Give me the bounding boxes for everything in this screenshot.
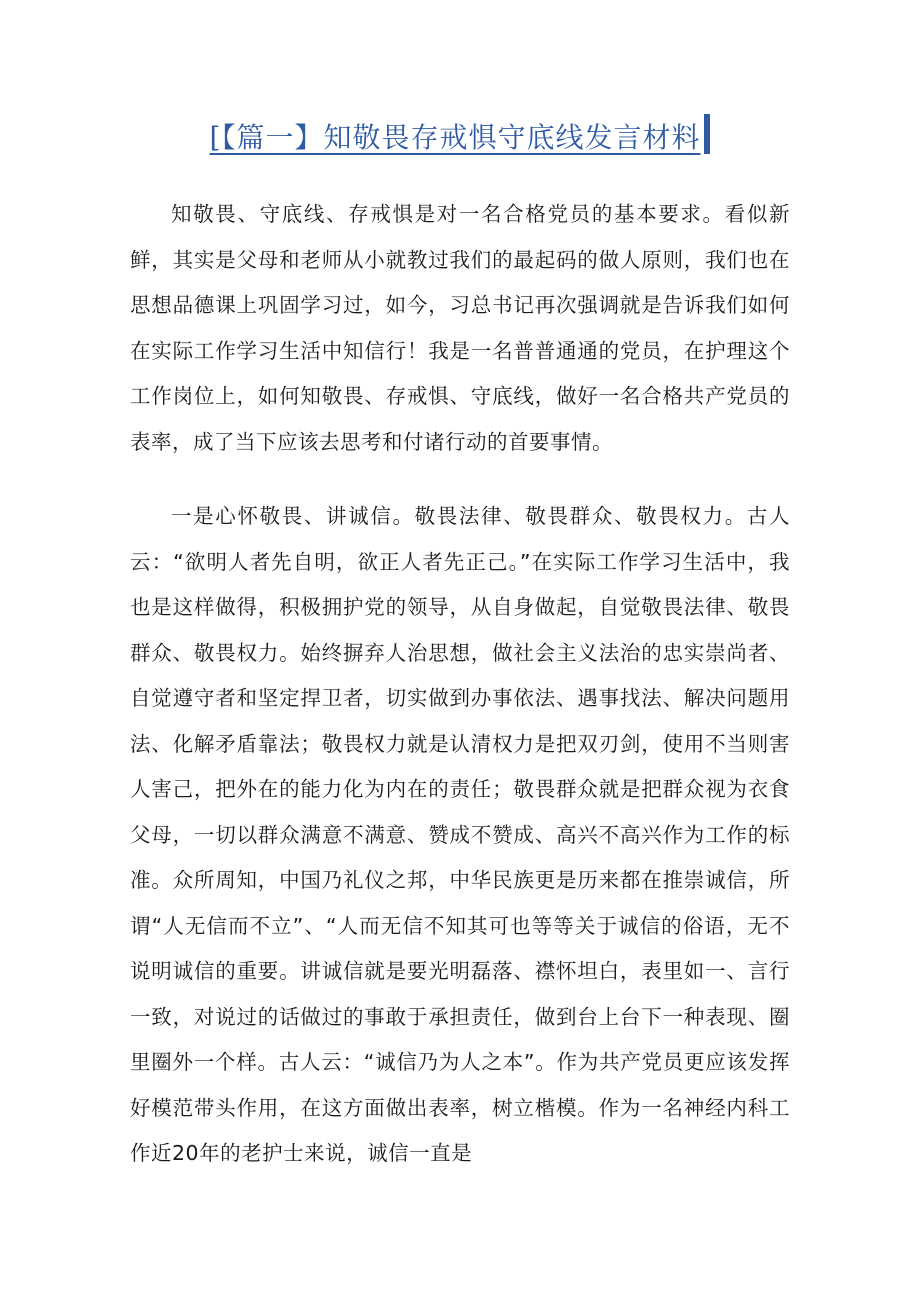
paragraph-text: 知敬畏、守底线、存戒惧是对一名合格党员的基本要求。看似新鲜，其实是父母和老师从小就教过我们的最起码的做人原则，我们也在思想品德课上巩固学习过，如今，习总书记再次强调就是告诉我们如何在实际工作学习生活中知信行！我是一名普普通通的党员，在护理这个工作岗位上，如何知敬畏、存戒惧、守底线，做好一名合格共产党员的表率，成了当下应该去思考和付诸行动的首要事情。 xyxy=(130,202,790,454)
document-title: [【篇一】知敬畏存戒惧守底线发言材料 xyxy=(209,121,701,154)
paragraph-text: 一是心怀敬畏、讲诚信。敬畏法律、敬畏群众、敬畏权力。古人云：“欲明人者先自明，欲正人者先正己。”在实际工作学习生活中，我也是这样做得，积极拥护党的领导，从自身做起，自觉敬畏法律、敬畏群众、敬畏权力。始终摒弃人治思想，做社会主义法治的忠实崇尚者、自觉遵守者和坚定捍卫者，切实做到办事依法、遇事找法、解决问题用法、化解矛盾靠法；敬畏权力就是认清权力是把双刃剑，使用不当则害人害己，把外在的能力化为内在的责任；敬畏群众就是把群众视为衣食父母，一切以群众满意不满意、赞成不赞成、高兴不高兴作为工作的标准。众所周知，中国乃礼仪之邦，中华民族更是历来都在推崇诚信，所谓“人无信而不立”、“人而无信不知其可也等等关于诚信的俗语，无不说明诚信的重要。讲诚信就是要光明磊落、襟怀坦白，表里如一、言行一致，对说过的话做过的事敢于承担责任，做到台上台下一种表现、圈里圈外一个样。古人云：“诚信乃为人之本”。作为共产党员更应该发挥好模范带头作用，在这方面做出表率，树立楷模。作为一名神经内科工作近20年的老护士来说，诚信一直是 xyxy=(130,504,790,1165)
paragraph-2 xyxy=(130,494,790,1177)
text-cursor-icon xyxy=(704,114,710,154)
title-area xyxy=(0,118,920,168)
paragraph-1 xyxy=(130,192,790,465)
